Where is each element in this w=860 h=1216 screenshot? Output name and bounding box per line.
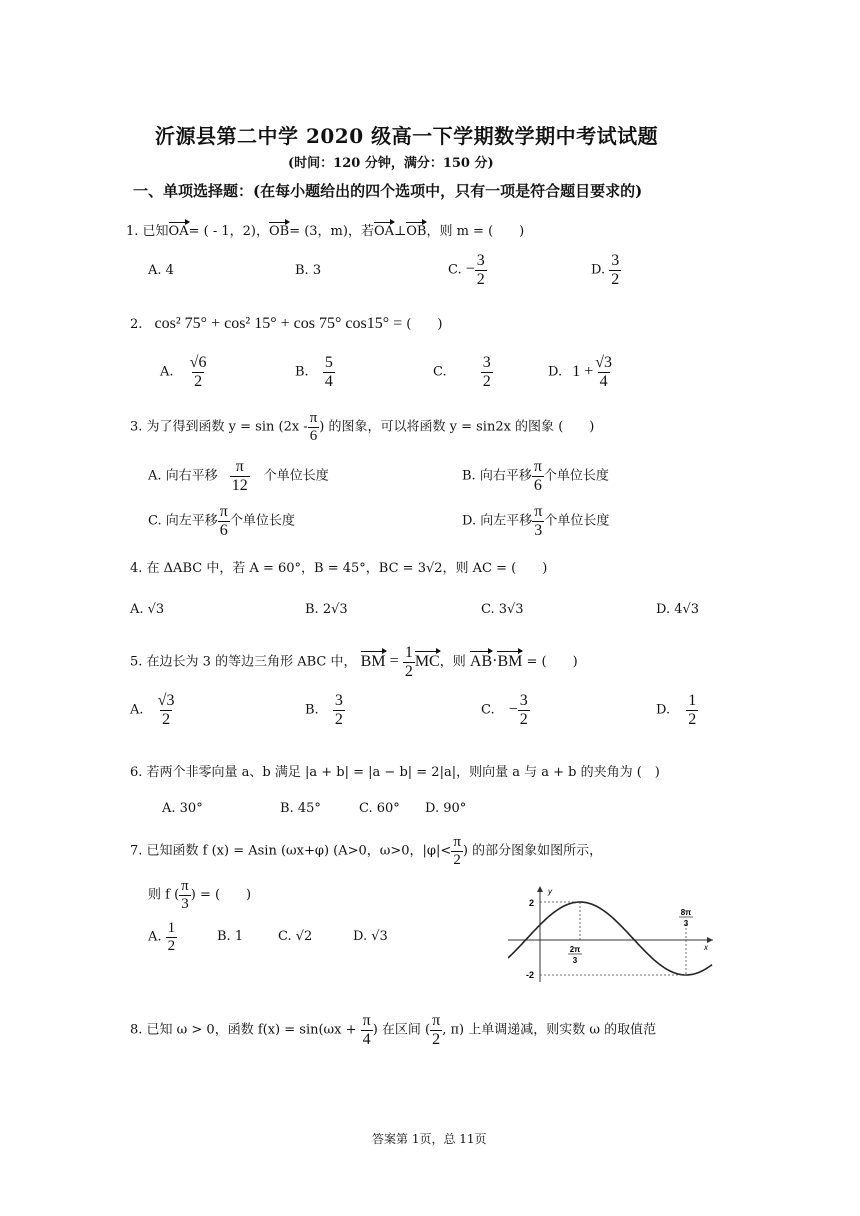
section-heading: 一、单项选择题：(在每小题给出的四个选项中，只有一项是符合题目要求的) <box>133 182 643 200</box>
page-title: 沂源县第二中学 2020 级高一下学期数学期中考试试题 <box>155 124 659 148</box>
q6-option-a: A. 30° <box>162 801 203 816</box>
question-8: 8. 已知 ω > 0，函数 f(x) = sin(ωx + $\frac{\pi}{4}$ ) 在区间 ( $\frac{\pi}{2}$ , π) 上单调递减，则实数 ω 的取值范 <box>130 1012 657 1048</box>
x-peak-num: 2π <box>569 945 581 954</box>
y-axis-arrow <box>537 886 543 892</box>
q1-d-label: D. <box>591 262 606 278</box>
y-min-label: -2 <box>525 970 534 980</box>
question-7: 7. 已知函数 f (x) = Asin (ωx+φ) (A>0，ω>0，|φ|< $\frac{\pi}{2}$ ) 的部分图象如图所示， <box>130 834 603 868</box>
question-5: 5. 在边长为 3 的等边三角形 ABC 中， BM = $\frac{1}{2}$ MC，则 AB·BM = ( ) <box>130 644 578 680</box>
q6-option-c: C. 60° <box>359 801 400 816</box>
q5-option-c: C. − $\frac{3}{2}$ <box>481 692 528 728</box>
q4-option-d: D. 4√3 <box>656 602 700 617</box>
vector-ob-2: OB <box>406 224 427 239</box>
x-trough-den: 3 <box>683 919 689 928</box>
q2-paren: ( ) <box>406 317 443 332</box>
q3-option-a: A. 向右平移 $\frac{\pi}{12}$ 个单位长度 <box>148 458 329 494</box>
q1-d-fraction: $\frac{3}{2}$ <box>611 252 620 288</box>
q7-option-b: B. 1 <box>217 929 244 944</box>
x-axis-label: x <box>704 943 708 952</box>
page-subtitle: (时间：120 分钟，满分：150 分) <box>288 156 494 171</box>
y-max-label: 2 <box>528 898 534 908</box>
q1-mid3: ，则 m = ( ) <box>426 224 525 239</box>
q5-option-b: B. $\frac{3}{2}$ <box>305 692 343 728</box>
q1-pre: 1. 已知 <box>126 224 169 239</box>
q7-option-a: A. $\frac{1}{2}$ <box>148 920 176 954</box>
q1-c-label: C. <box>448 262 462 278</box>
question-4: 4. 在 ΔABC 中，若 A = 60°，B = 45°，BC = 3√2，则 AC = ( ) <box>130 561 548 576</box>
q3-option-b: B. 向右平移 $\frac{\pi}{6}$ 个单位长度 <box>462 458 609 494</box>
q5-option-d: D. $\frac{1}{2}$ <box>656 692 697 728</box>
question-3: 3. 为了得到函数 y = sin (2x - $\frac{\pi}{6}$ ) 的图象，可以将函数 y = sin2x 的图象 ( ) <box>130 410 595 444</box>
y-axis-label: y <box>548 887 552 896</box>
q2-expression: cos² 75° + cos² 15° + cos 75° cos15° = <box>154 315 403 332</box>
q2-option-c: C. $\frac{3}{2}$ <box>433 354 491 390</box>
q1-mid2: = (3，m)，若 <box>289 224 374 239</box>
q1-option-b: B. 3 <box>295 263 322 278</box>
vector-ab: AB <box>469 652 493 670</box>
q6-option-d: D. 90° <box>425 801 467 816</box>
perp-symbol: ⊥ <box>394 224 407 239</box>
q2-option-a: A. $\frac{√6}{2}$ <box>160 354 207 390</box>
vector-oa: OA <box>168 224 189 239</box>
q1-mid1: = ( - 1，2)， <box>188 224 269 239</box>
question-2 <box>130 313 442 333</box>
x-peak-den: 3 <box>572 956 578 965</box>
question-1 <box>126 220 524 239</box>
x-trough-num: 8π <box>680 908 692 917</box>
q1-option-a: A. 4 <box>148 263 174 278</box>
q1-option-c <box>448 252 487 288</box>
q4-option-b: B. 2√3 <box>305 602 348 617</box>
q3-option-c: C. 向左平移 $\frac{\pi}{6}$ 个单位长度 <box>148 503 295 539</box>
vector-oa-2: OA <box>373 224 395 239</box>
q1-c-fraction: $\frac{3}{2}$ <box>476 252 485 288</box>
q7-ask: 则 f ( $\frac{\pi}{3}$ ) = ( ) <box>148 878 252 912</box>
vector-ob: OB <box>268 224 290 239</box>
q1-c-sign: − <box>465 260 475 278</box>
vector-bm-2: BM <box>497 652 523 670</box>
vector-bm: BM <box>360 652 386 670</box>
q7-option-c: C. √2 <box>278 929 313 944</box>
q5-option-a: A. $\frac{√3}{2}$ <box>130 692 175 728</box>
q4-option-a: A. √3 <box>130 602 165 617</box>
q3-option-d: D. 向左平移 $\frac{\pi}{3}$ 个单位长度 <box>462 503 610 539</box>
q2-option-d: D. 1 + $\frac{√3}{4}$ <box>548 354 613 390</box>
q2-label: 2. <box>130 317 143 332</box>
q7-option-d: D. √3 <box>353 929 388 944</box>
vector-mc: MC <box>414 652 440 670</box>
q4-option-c: C. 3√3 <box>481 602 524 617</box>
q1-option-d <box>591 252 621 288</box>
q6-option-b: B. 45° <box>280 801 321 816</box>
q2-option-b: B. $\frac{5}{4}$ <box>295 354 333 390</box>
page-footer: 答案第 1页，总 11页 <box>372 1132 487 1146</box>
question-6: 6. 若两个非零向量 a、b 满足 |a + b| = |a − b| = 2|a|，则向量 a 与 a + b 的夹角为 ( ) <box>130 765 660 780</box>
sine-graph <box>508 882 718 987</box>
